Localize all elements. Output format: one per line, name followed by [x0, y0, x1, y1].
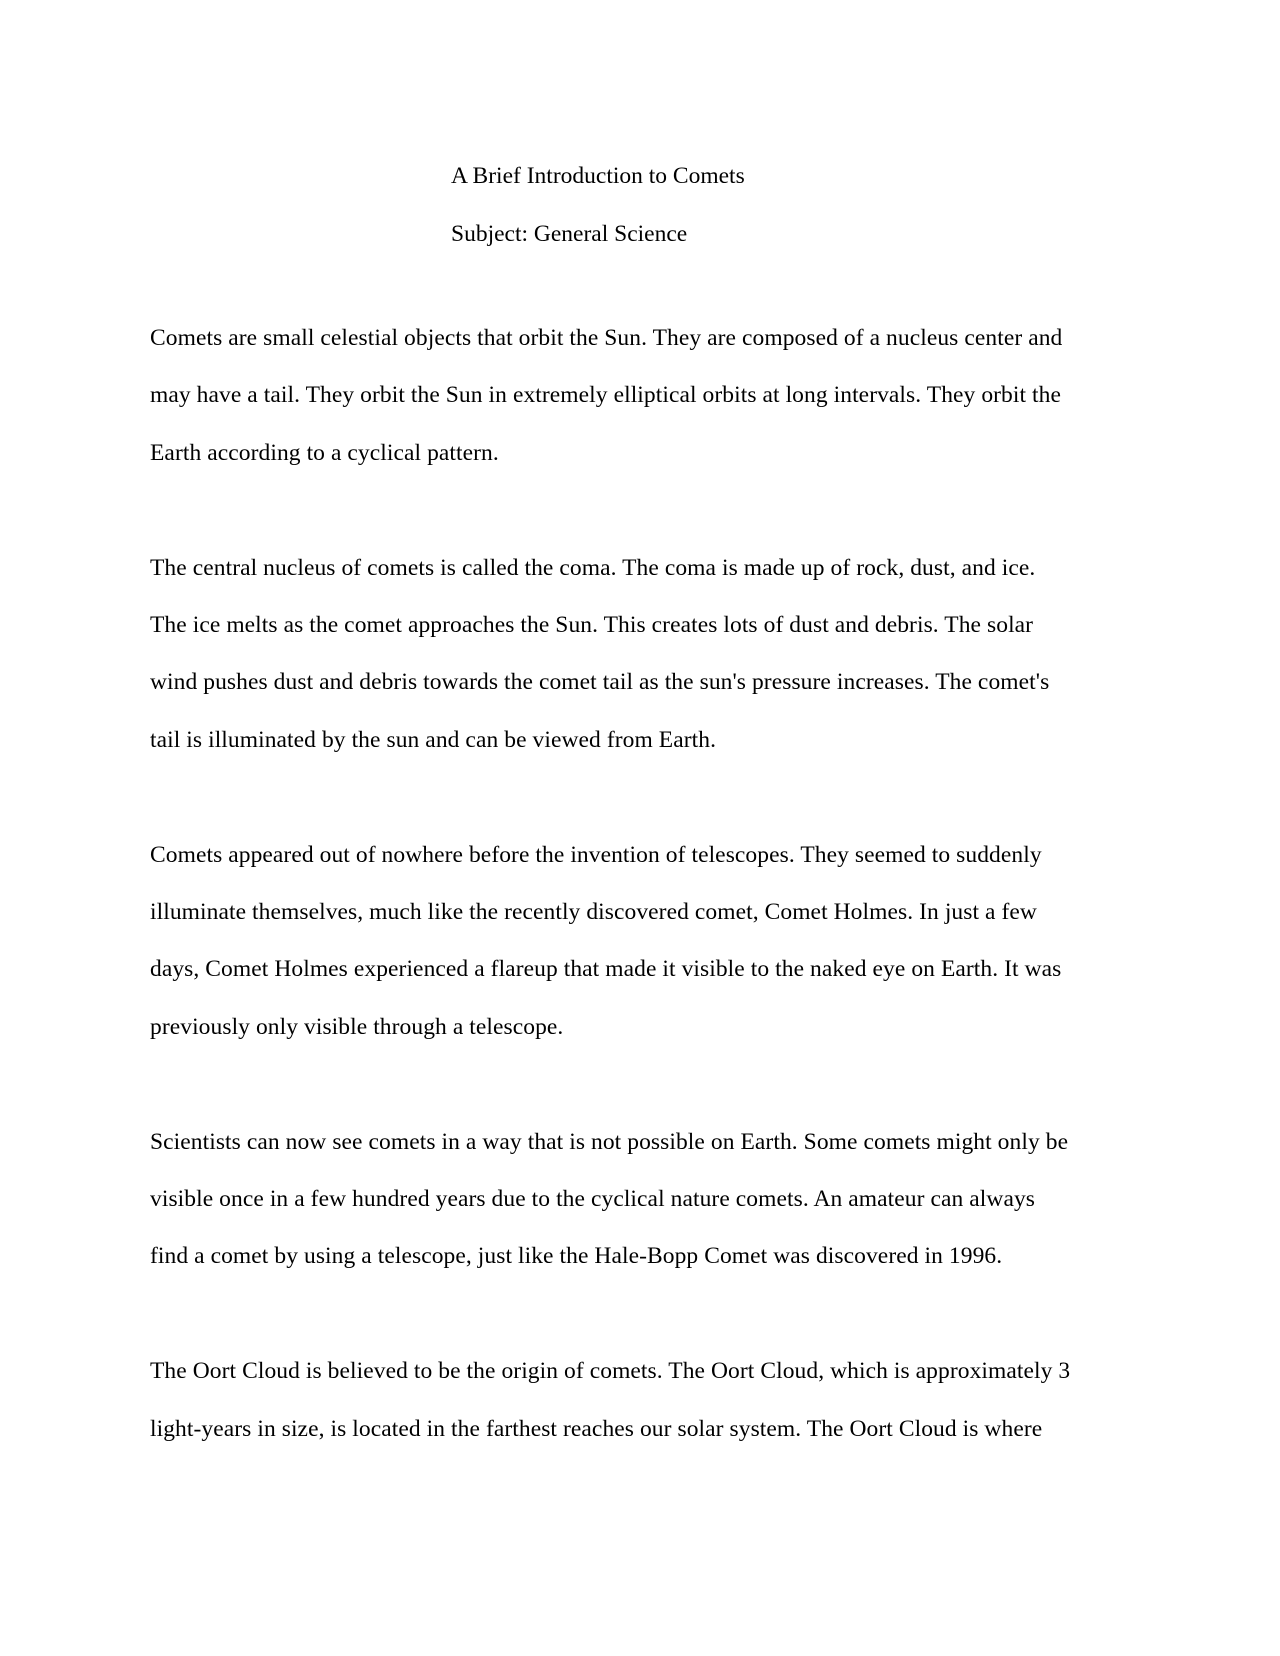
document-subject: Subject: General Science [451, 220, 688, 247]
paragraph: Comets are small celestial objects that orbit the Sun. They are composed of a nucleus center and may have a tail. They orbit the Sun in extremely elliptical orbits at long intervals. They orbit the Earth according to a cyclical pattern. [150, 325, 1063, 466]
document-body [150, 310, 1150, 1515]
paragraph: Comets appeared out of nowhere before the invention of telescopes. They seemed to suddenly illuminate themselves, much like the recently discovered comet, Comet Holmes. In just a few days, Comet Holmes experienced a flareup that made it visible to the naked eye on Earth. It was previously only visible through a telescope. [150, 841, 1062, 1040]
paragraph: The Oort Cloud is believed to be the origin of comets. The Oort Cloud, which is approximately 3 light-years in size, is located in the farthest reaches our solar system. The Oort Cloud is where [150, 1358, 1071, 1442]
paragraph: Scientists can now see comets in a way that is not possible on Earth. Some comets might only be visible once in a few hundred years due to the cyclical nature comets. An amateur can always find a comet by using a telescope, just like the Hale-Bopp Comet was discovered in 1996. [150, 1128, 1069, 1270]
document-header [451, 148, 745, 263]
paragraph: The central nucleus of comets is called the coma. The coma is made up of rock, dust, and ice. The ice melts as the comet approaches the Sun. This creates lots of dust and debris. The solar wind pushes dust and debris towards the comet tail as the sun's pressure increases. The comet's tail is illuminated by the sun and can be viewed from Earth. [150, 554, 1050, 753]
document-title: A Brief Introduction to Comets [451, 163, 745, 189]
